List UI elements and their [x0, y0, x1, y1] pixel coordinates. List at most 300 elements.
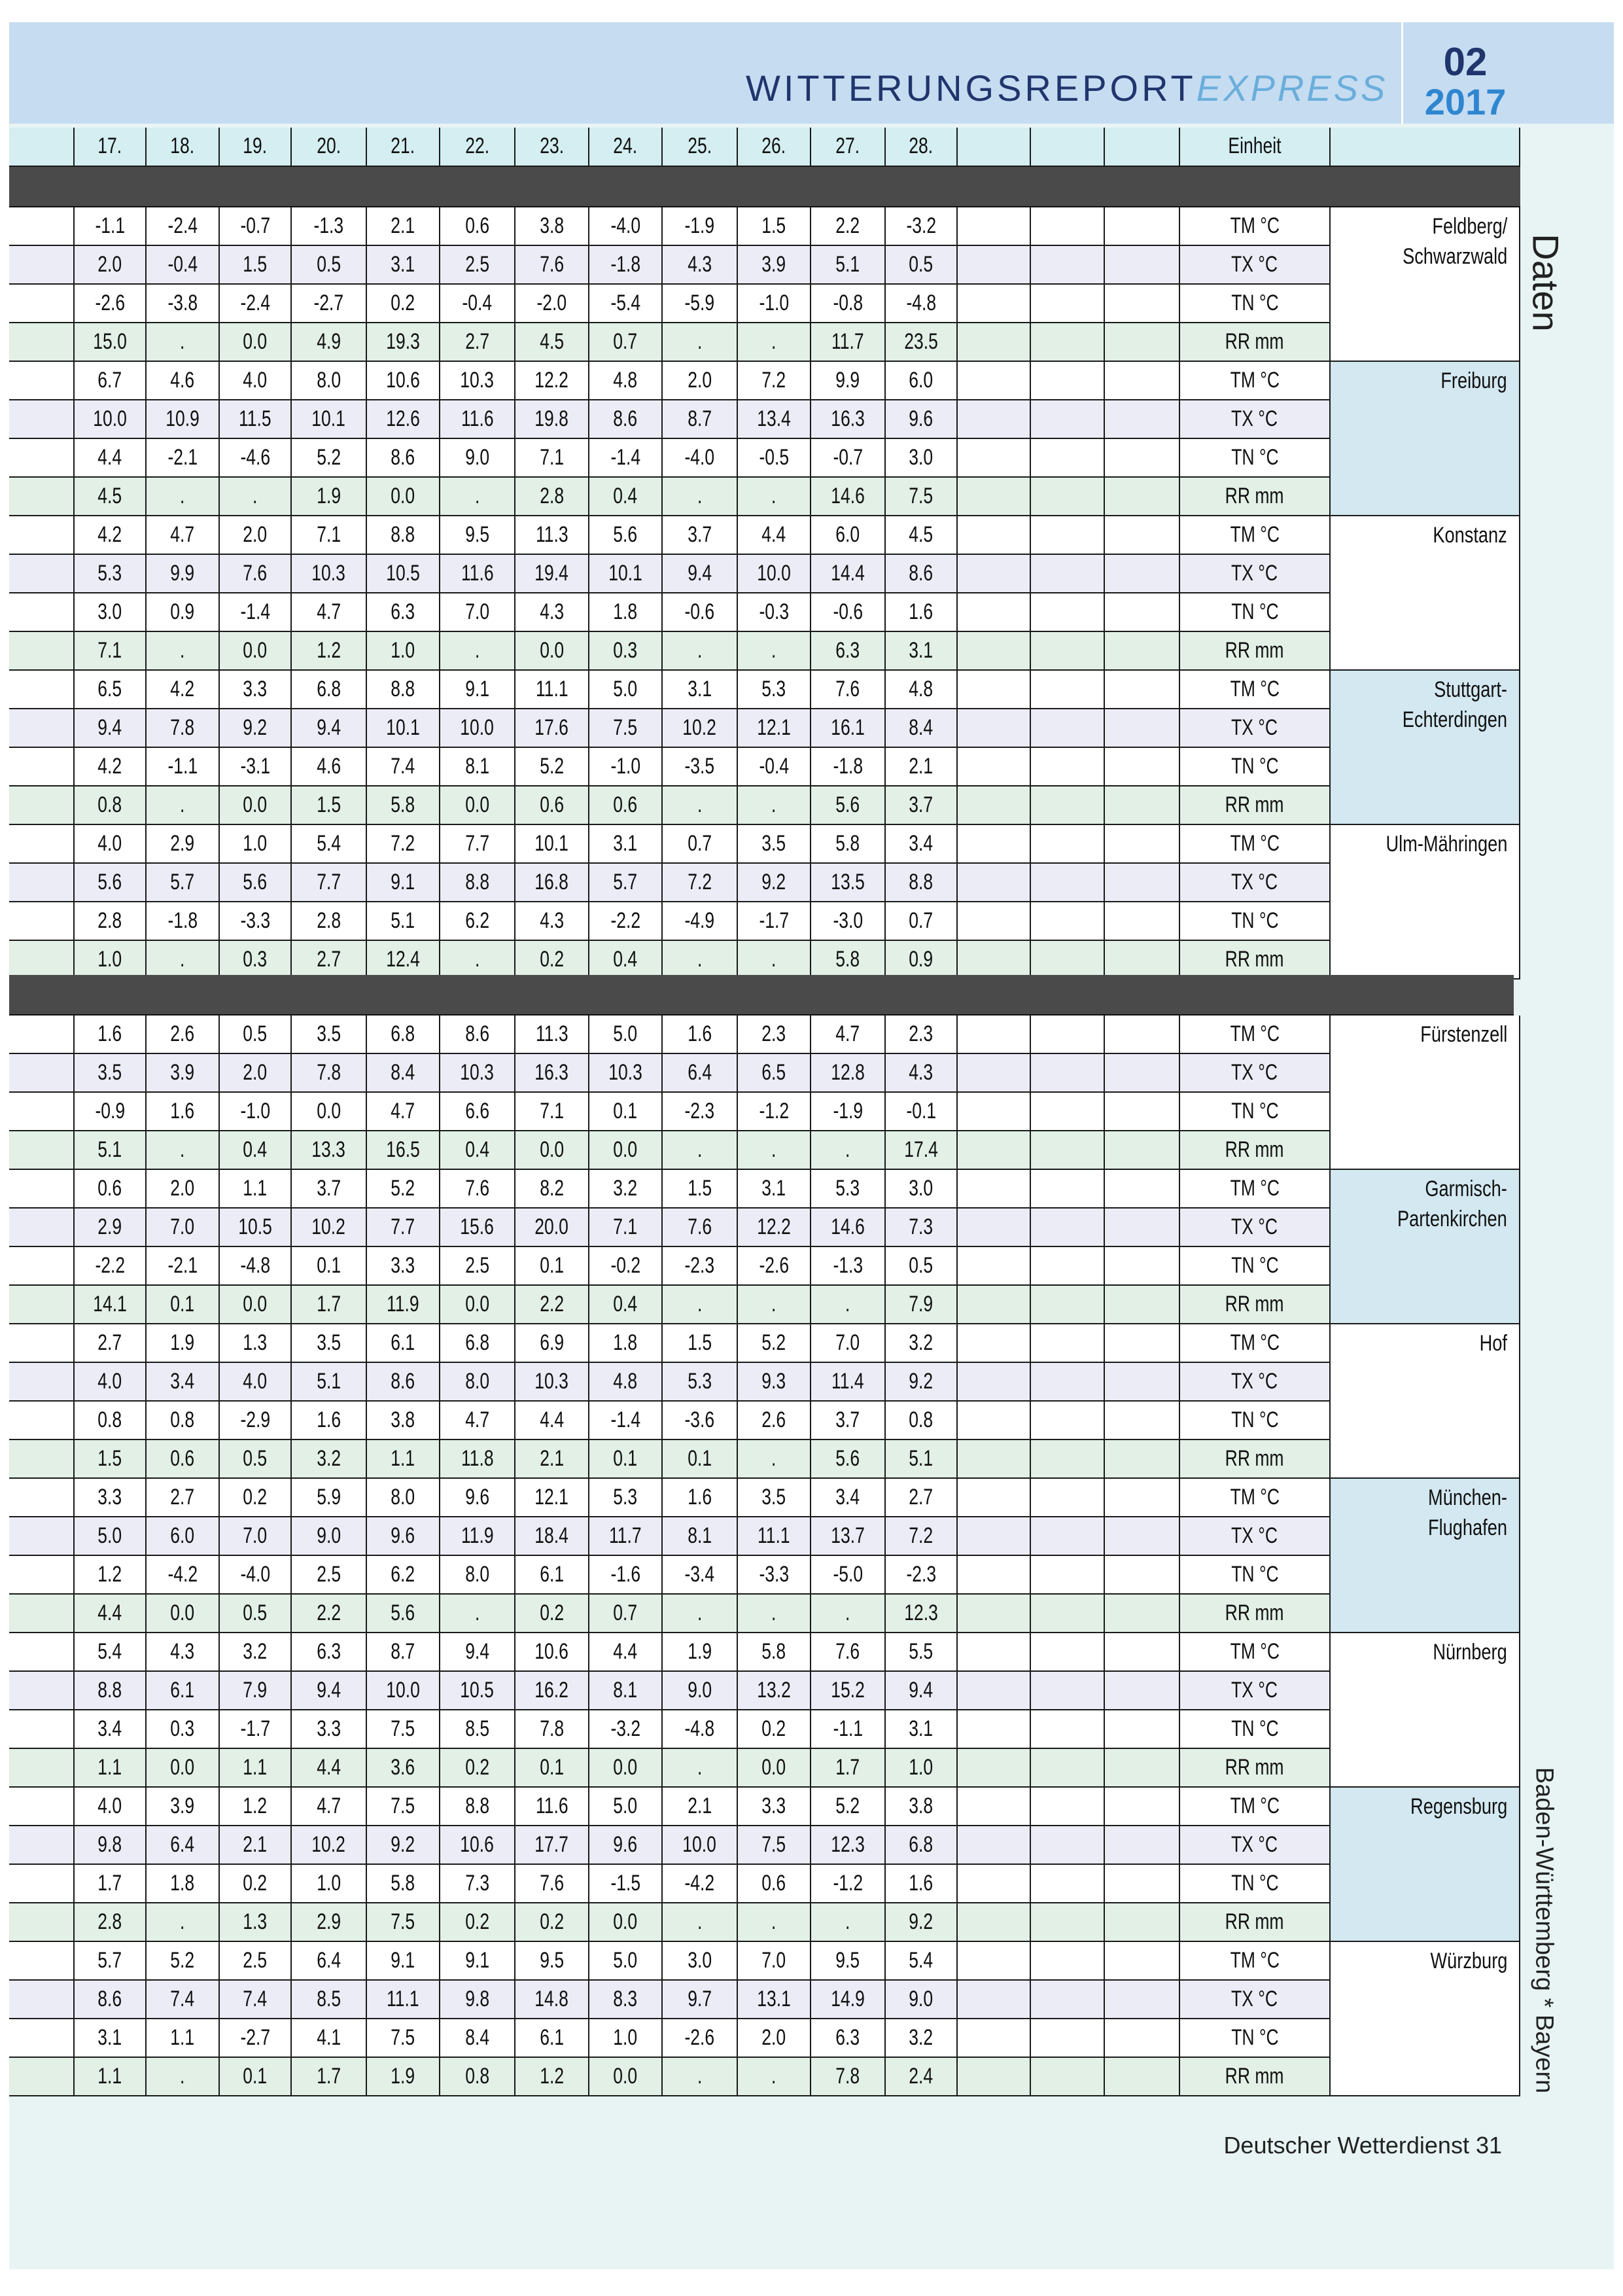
value-cell: -4.0	[220, 1556, 292, 1595]
cell-empty	[1031, 1788, 1105, 1826]
value-cell: 5.4	[75, 1633, 147, 1672]
value-cell: 1.9	[147, 1324, 220, 1363]
cell-empty	[1031, 1440, 1105, 1479]
value-cell: .	[738, 1903, 811, 1942]
value-cell: 4.4	[738, 516, 811, 555]
value-cell: 4.7	[147, 516, 220, 555]
cell-empty	[9, 1865, 75, 1903]
value-cell: 10.6	[367, 362, 440, 400]
unit-cell: TN °C	[1180, 439, 1331, 478]
unit-cell: TM °C	[1180, 825, 1331, 864]
cell-empty	[958, 632, 1031, 671]
value-cell: 5.0	[589, 1942, 663, 1981]
value-cell: 8.8	[367, 516, 440, 555]
cell-empty	[9, 1826, 75, 1865]
value-cell: 8.1	[663, 1517, 738, 1556]
cell-empty	[958, 439, 1031, 478]
value-cell: 0.6	[75, 1170, 147, 1209]
value-cell: 5.3	[738, 671, 811, 709]
cell-empty	[1105, 1517, 1180, 1556]
unit-cell: TM °C	[1180, 1324, 1331, 1363]
value-cell: 0.2	[440, 1749, 515, 1788]
value-cell: 4.4	[589, 1633, 663, 1672]
value-cell: 1.1	[75, 2058, 147, 2096]
value-cell: 2.8	[75, 902, 147, 941]
value-cell: 6.5	[75, 671, 147, 709]
value-cell: -2.4	[220, 285, 292, 323]
value-cell: .	[663, 786, 738, 825]
value-cell: 2.7	[147, 1479, 220, 1517]
value-cell: 3.1	[886, 1710, 958, 1749]
value-cell: .	[440, 1595, 515, 1633]
value-cell: 10.3	[440, 1054, 515, 1093]
value-cell: 6.7	[75, 362, 147, 400]
value-cell: 5.2	[147, 1942, 220, 1981]
value-cell: 6.6	[440, 1093, 515, 1131]
value-cell: 2.6	[738, 1402, 811, 1440]
value-cell: 5.3	[663, 1363, 738, 1402]
value-cell: 7.2	[886, 1517, 958, 1556]
value-cell: 0.8	[75, 786, 147, 825]
value-cell: 0.2	[220, 1479, 292, 1517]
cell-empty	[1105, 709, 1180, 748]
table-row	[9, 1324, 1520, 1363]
table-row	[9, 1016, 1520, 1054]
cell-empty	[1031, 1633, 1105, 1672]
table-row	[9, 246, 1520, 285]
value-cell: 5.2	[738, 1324, 811, 1363]
value-cell: 7.9	[886, 1286, 958, 1324]
unit-cell: RR mm	[1180, 1131, 1331, 1170]
value-cell: 0.1	[292, 1247, 367, 1286]
value-cell: 3.1	[886, 632, 958, 671]
value-cell: -2.1	[147, 1247, 220, 1286]
value-cell: .	[738, 1595, 811, 1633]
value-cell: 8.0	[440, 1556, 515, 1595]
cell-empty	[9, 1440, 75, 1479]
column-header: 22.	[440, 128, 515, 167]
value-cell: -2.6	[663, 2019, 738, 2058]
unit-cell: TM °C	[1180, 1170, 1331, 1209]
table-row	[9, 825, 1520, 864]
cell-empty	[1105, 1363, 1180, 1402]
value-cell: 12.1	[515, 1479, 589, 1517]
value-cell: 7.6	[515, 1865, 589, 1903]
value-cell: 14.4	[811, 555, 886, 593]
value-cell: 7.6	[663, 1209, 738, 1247]
value-cell: -0.4	[738, 748, 811, 786]
cell-empty	[958, 1942, 1031, 1981]
value-cell: 2.8	[75, 1903, 147, 1942]
value-cell: 7.5	[367, 2019, 440, 2058]
value-cell: 12.6	[367, 400, 440, 439]
cell-empty	[958, 285, 1031, 323]
unit-cell: TN °C	[1180, 1402, 1331, 1440]
value-cell: 6.5	[738, 1054, 811, 1093]
value-cell: 7.1	[589, 1209, 663, 1247]
station-name: Fürstenzell	[1331, 1016, 1520, 1170]
value-cell: 5.3	[75, 555, 147, 593]
value-cell: 6.3	[811, 632, 886, 671]
cell-empty	[1031, 285, 1105, 323]
value-cell: 10.1	[515, 825, 589, 864]
value-cell: 3.9	[147, 1788, 220, 1826]
value-cell: 6.1	[147, 1672, 220, 1710]
value-cell: 7.8	[811, 2058, 886, 2096]
unit-cell: TN °C	[1180, 1710, 1331, 1749]
cell-empty	[1031, 439, 1105, 478]
value-cell: 8.3	[589, 1981, 663, 2019]
value-cell: 0.2	[515, 1595, 589, 1633]
value-cell: -0.5	[738, 439, 811, 478]
cell-empty	[1105, 1131, 1180, 1170]
table-row	[9, 864, 1520, 902]
value-cell: 8.0	[440, 1363, 515, 1402]
value-cell: -1.3	[811, 1247, 886, 1286]
cell-empty	[958, 1440, 1031, 1479]
value-cell: 7.0	[811, 1324, 886, 1363]
cell-empty	[958, 1402, 1031, 1440]
value-cell: 5.1	[367, 902, 440, 941]
cell-empty	[9, 1324, 75, 1363]
value-cell: 1.6	[75, 1016, 147, 1054]
table-row	[9, 1556, 1520, 1595]
cell-empty	[958, 1324, 1031, 1363]
value-cell: 0.6	[738, 1865, 811, 1903]
cell-empty	[1031, 748, 1105, 786]
value-cell: 1.6	[663, 1016, 738, 1054]
value-cell: -4.0	[589, 207, 663, 246]
section-separator-bar	[9, 975, 1514, 1016]
value-cell: 3.7	[811, 1402, 886, 1440]
value-cell: -2.6	[75, 285, 147, 323]
value-cell: 7.3	[440, 1865, 515, 1903]
value-cell: 5.7	[589, 864, 663, 902]
unit-cell: TX °C	[1180, 709, 1331, 748]
value-cell: 10.1	[292, 400, 367, 439]
value-cell: 8.8	[886, 864, 958, 902]
value-cell: 0.1	[589, 1093, 663, 1131]
value-cell: 11.1	[738, 1517, 811, 1556]
cell-empty	[1031, 1479, 1105, 1517]
value-cell: 1.0	[75, 941, 147, 980]
value-cell: 9.4	[75, 709, 147, 748]
value-cell: 2.3	[738, 1016, 811, 1054]
value-cell: 1.0	[367, 632, 440, 671]
cell-empty	[9, 1363, 75, 1402]
value-cell: 7.8	[147, 709, 220, 748]
value-cell: 4.0	[75, 825, 147, 864]
unit-cell: TX °C	[1180, 1363, 1331, 1402]
cell-empty	[1105, 593, 1180, 632]
value-cell: 16.8	[515, 864, 589, 902]
unit-cell: RR mm	[1180, 478, 1331, 516]
value-cell: 0.0	[515, 1131, 589, 1170]
cell-empty	[1031, 671, 1105, 709]
cell-empty	[958, 207, 1031, 246]
value-cell: 1.2	[515, 2058, 589, 2096]
value-cell: -2.0	[515, 285, 589, 323]
value-cell: 11.7	[811, 323, 886, 362]
cell-empty	[1105, 1595, 1180, 1633]
value-cell: 4.3	[663, 246, 738, 285]
value-cell: 1.8	[589, 593, 663, 632]
value-cell: 0.4	[589, 941, 663, 980]
value-cell: 11.5	[220, 400, 292, 439]
value-cell: 0.2	[515, 941, 589, 980]
value-cell: 9.4	[292, 709, 367, 748]
issue-year: 2017	[1424, 81, 1507, 122]
value-cell: .	[738, 632, 811, 671]
unit-cell: TM °C	[1180, 671, 1331, 709]
table-row	[9, 1363, 1520, 1402]
value-cell: 0.7	[589, 1595, 663, 1633]
value-cell: 1.0	[220, 825, 292, 864]
value-cell: 2.7	[440, 323, 515, 362]
value-cell: .	[663, 1749, 738, 1788]
value-cell: 13.4	[738, 400, 811, 439]
value-cell: 17.7	[515, 1826, 589, 1865]
cell-empty	[1031, 1865, 1105, 1903]
value-cell: 10.6	[515, 1633, 589, 1672]
value-cell: 6.2	[367, 1556, 440, 1595]
value-cell: 7.7	[367, 1209, 440, 1247]
cell-empty	[1031, 902, 1105, 941]
table-row	[9, 1710, 1520, 1749]
value-cell: 5.4	[292, 825, 367, 864]
value-cell: -3.2	[589, 1710, 663, 1749]
value-cell: 9.9	[147, 555, 220, 593]
value-cell: 1.1	[75, 1749, 147, 1788]
value-cell: 1.0	[292, 1865, 367, 1903]
cell-empty	[9, 1633, 75, 1672]
cell-empty	[958, 1633, 1031, 1672]
value-cell: -3.3	[738, 1556, 811, 1595]
value-cell: 6.9	[515, 1324, 589, 1363]
value-cell: 10.5	[367, 555, 440, 593]
cell-empty	[958, 825, 1031, 864]
cell-empty	[1031, 1556, 1105, 1595]
value-cell: -1.4	[589, 439, 663, 478]
value-cell: 1.6	[886, 593, 958, 632]
cell-empty	[1105, 1324, 1180, 1363]
cell-empty	[958, 1016, 1031, 1054]
cell-empty	[9, 516, 75, 555]
value-cell: 4.6	[147, 362, 220, 400]
cell-empty	[958, 1710, 1031, 1749]
value-cell: 0.8	[440, 2058, 515, 2096]
value-cell: 3.1	[75, 2019, 147, 2058]
value-cell: 9.1	[440, 1942, 515, 1981]
value-cell: 4.2	[75, 516, 147, 555]
value-cell: 4.3	[515, 593, 589, 632]
unit-cell: TM °C	[1180, 1479, 1331, 1517]
value-cell: -0.3	[738, 593, 811, 632]
value-cell: .	[147, 323, 220, 362]
value-cell: 0.0	[220, 632, 292, 671]
cell-empty	[958, 786, 1031, 825]
cell-empty	[958, 1981, 1031, 2019]
value-cell: -0.2	[589, 1247, 663, 1286]
cell-empty	[1105, 516, 1180, 555]
value-cell: .	[663, 2058, 738, 2096]
station-name: Hof	[1331, 1324, 1520, 1479]
table-row	[9, 709, 1520, 748]
table-row	[9, 593, 1520, 632]
value-cell: 0.0	[147, 1595, 220, 1633]
value-cell: 0.3	[589, 632, 663, 671]
cell-empty	[1105, 864, 1180, 902]
cell-empty	[958, 941, 1031, 980]
value-cell: -4.2	[147, 1556, 220, 1595]
value-cell: 2.2	[292, 1595, 367, 1633]
value-cell: 10.3	[515, 1363, 589, 1402]
value-cell: 3.0	[75, 593, 147, 632]
value-cell: -4.8	[663, 1710, 738, 1749]
cell-empty	[1031, 825, 1105, 864]
value-cell: 1.0	[886, 1749, 958, 1788]
value-cell: 8.8	[440, 864, 515, 902]
value-cell: 5.2	[367, 1170, 440, 1209]
cell-empty	[958, 1556, 1031, 1595]
value-cell: 8.4	[440, 2019, 515, 2058]
value-cell: 9.8	[75, 1826, 147, 1865]
value-cell: 7.5	[738, 1826, 811, 1865]
cell-empty	[1031, 1826, 1105, 1865]
value-cell: 9.1	[367, 1942, 440, 1981]
value-cell: 5.0	[75, 1517, 147, 1556]
value-cell: 0.7	[589, 323, 663, 362]
value-cell: 0.9	[886, 941, 958, 980]
value-cell: 7.2	[738, 362, 811, 400]
value-cell: 4.2	[75, 748, 147, 786]
cell-empty	[958, 2058, 1031, 2096]
value-cell: 2.5	[220, 1942, 292, 1981]
value-cell: 1.6	[886, 1865, 958, 1903]
value-cell: 1.7	[292, 2058, 367, 2096]
value-cell: -0.4	[147, 246, 220, 285]
value-cell: 1.2	[75, 1556, 147, 1595]
value-cell: 10.6	[440, 1826, 515, 1865]
cell-empty	[958, 1865, 1031, 1903]
station-name: Feldberg/ Schwarzwald	[1331, 207, 1520, 362]
value-cell: 3.8	[515, 207, 589, 246]
value-cell: 7.1	[292, 516, 367, 555]
cell-empty	[1105, 1286, 1180, 1324]
table-row	[9, 1131, 1520, 1170]
value-cell: 6.3	[811, 2019, 886, 2058]
cell-empty	[1031, 362, 1105, 400]
value-cell: 2.9	[292, 1903, 367, 1942]
value-cell: 5.9	[292, 1479, 367, 1517]
value-cell: 7.6	[440, 1170, 515, 1209]
value-cell: -2.3	[663, 1093, 738, 1131]
cell-empty	[9, 2019, 75, 2058]
value-cell: 7.1	[515, 439, 589, 478]
cell-empty	[958, 1788, 1031, 1826]
value-cell: -1.2	[738, 1093, 811, 1131]
value-cell: -4.6	[220, 439, 292, 478]
unit-cell: TN °C	[1180, 593, 1331, 632]
unit-cell: TM °C	[1180, 1633, 1331, 1672]
value-cell: -2.2	[589, 902, 663, 941]
value-cell: 7.4	[220, 1981, 292, 2019]
value-cell: 14.6	[811, 478, 886, 516]
station-name: München-Flughafen	[1331, 1479, 1520, 1633]
cell-empty	[958, 864, 1031, 902]
cell-empty	[958, 1749, 1031, 1788]
value-cell: 13.3	[292, 1131, 367, 1170]
cell-empty	[1105, 1556, 1180, 1595]
value-cell: 9.5	[440, 516, 515, 555]
value-cell: 10.2	[292, 1826, 367, 1865]
value-cell: 4.9	[292, 323, 367, 362]
value-cell: 10.0	[367, 1672, 440, 1710]
value-cell: 7.6	[220, 555, 292, 593]
unit-cell: RR mm	[1180, 2058, 1331, 2096]
value-cell: 10.0	[75, 400, 147, 439]
table-row	[9, 362, 1520, 400]
value-cell: 6.2	[440, 902, 515, 941]
value-cell: 8.2	[515, 1170, 589, 1209]
cell-empty	[9, 1788, 75, 1826]
cell-empty	[9, 902, 75, 941]
value-cell: -0.4	[440, 285, 515, 323]
value-cell: -1.4	[589, 1402, 663, 1440]
value-cell: 3.0	[886, 439, 958, 478]
value-cell: 7.5	[367, 1710, 440, 1749]
cell-empty	[1031, 1054, 1105, 1093]
value-cell: 15.2	[811, 1672, 886, 1710]
value-cell: 9.4	[886, 1672, 958, 1710]
value-cell: 4.8	[886, 671, 958, 709]
unit-cell: RR mm	[1180, 941, 1331, 980]
value-cell: 2.0	[220, 1054, 292, 1093]
value-cell: 11.6	[440, 400, 515, 439]
value-cell: 9.6	[440, 1479, 515, 1517]
value-cell: 0.0	[220, 786, 292, 825]
cell-empty	[1031, 1981, 1105, 2019]
table-row	[9, 1286, 1520, 1324]
table-row	[9, 1093, 1520, 1131]
value-cell: 4.1	[292, 2019, 367, 2058]
value-cell: 11.3	[515, 516, 589, 555]
value-cell: 1.6	[663, 1479, 738, 1517]
value-cell: -3.0	[811, 902, 886, 941]
value-cell: 7.6	[515, 246, 589, 285]
value-cell: 11.7	[589, 1517, 663, 1556]
value-cell: .	[663, 1286, 738, 1324]
value-cell: 4.5	[75, 478, 147, 516]
value-cell: 9.3	[738, 1363, 811, 1402]
value-cell: 6.1	[515, 2019, 589, 2058]
value-cell: 0.1	[147, 1286, 220, 1324]
value-cell: 1.2	[220, 1788, 292, 1826]
cell-empty	[1105, 825, 1180, 864]
value-cell: -0.7	[811, 439, 886, 478]
value-cell: 8.6	[75, 1981, 147, 2019]
cell-empty	[1105, 902, 1180, 941]
value-cell: 3.3	[292, 1710, 367, 1749]
value-cell: 1.7	[75, 1865, 147, 1903]
value-cell: 0.4	[589, 478, 663, 516]
value-cell: 1.5	[663, 1170, 738, 1209]
value-cell: 3.1	[589, 825, 663, 864]
report-title-main: WITTERUNGSREPORT	[746, 67, 1196, 109]
value-cell: 8.6	[367, 439, 440, 478]
cell-empty	[1031, 1247, 1105, 1286]
value-cell: -1.1	[811, 1710, 886, 1749]
